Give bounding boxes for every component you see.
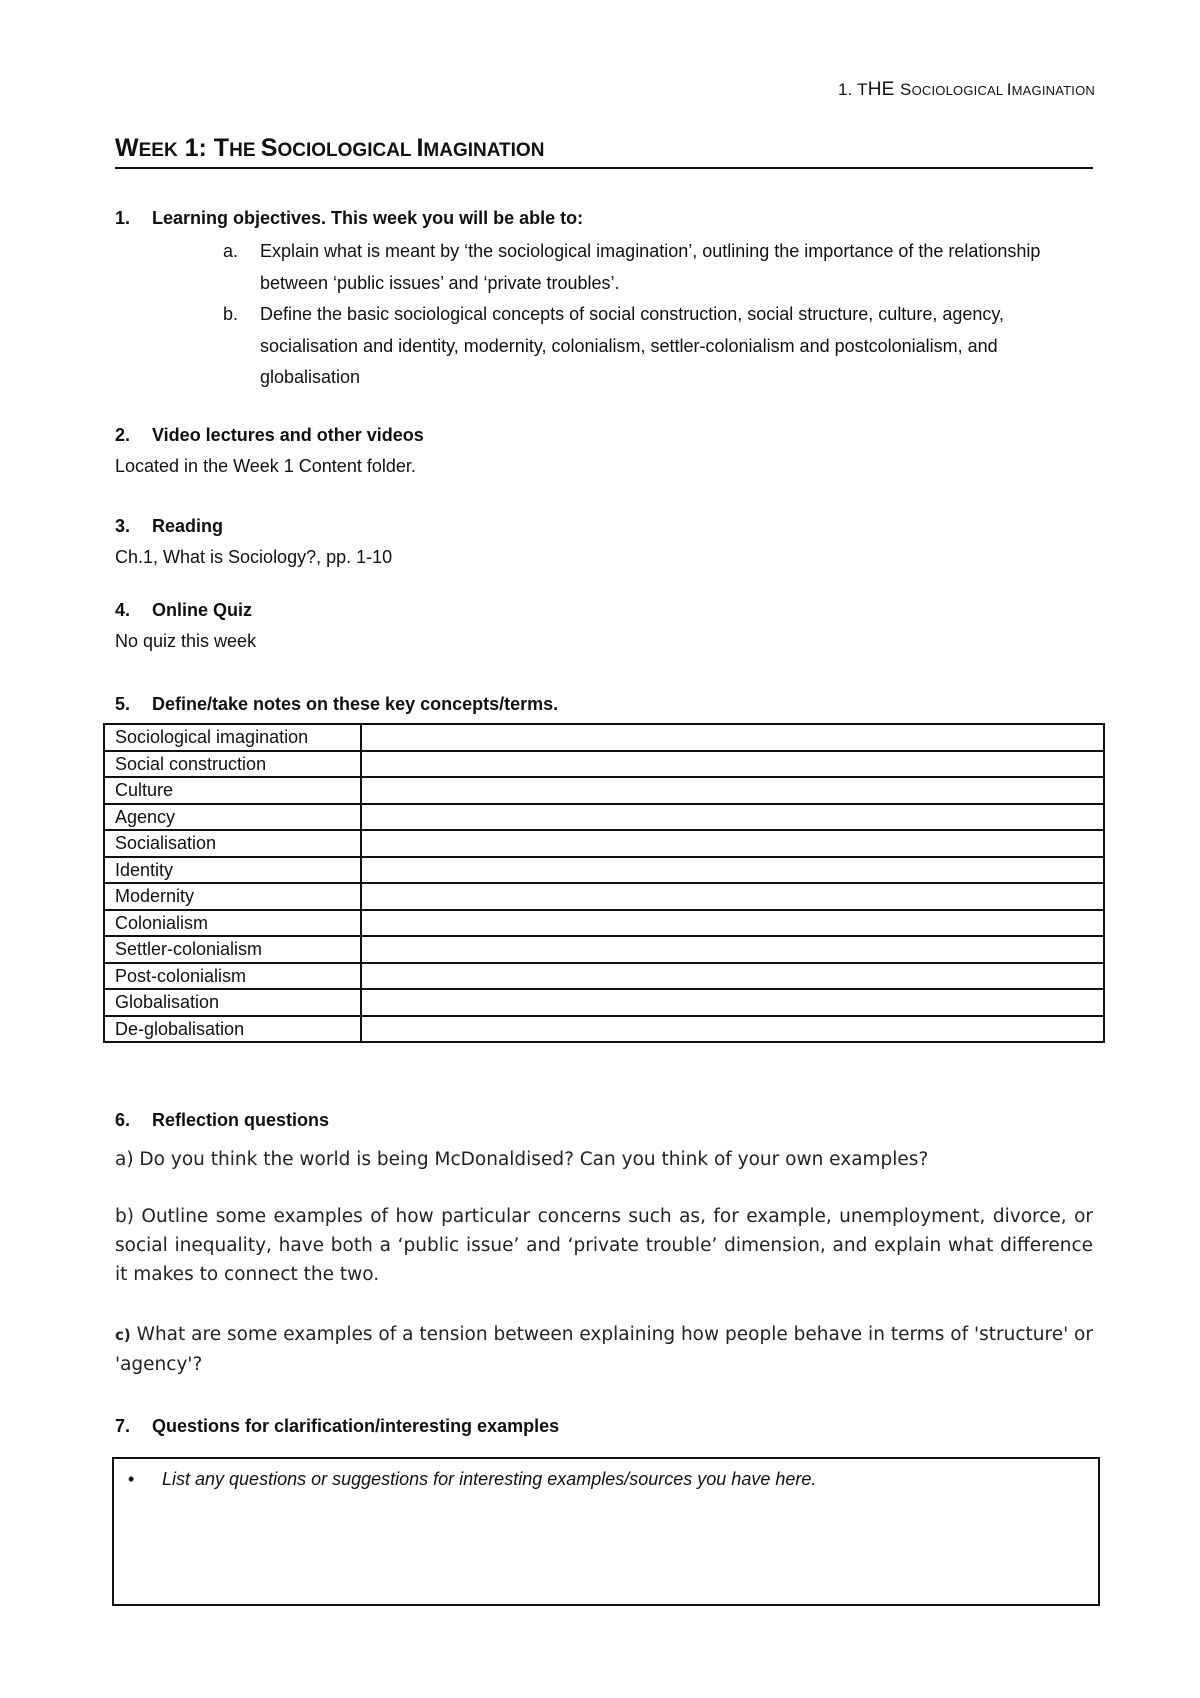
- section-number: 7.: [115, 1416, 131, 1436]
- section-heading-text: Video lectures and other videos: [152, 425, 424, 445]
- notes-cell[interactable]: [361, 1016, 1104, 1043]
- title-i: I: [416, 134, 424, 162]
- section-3-heading: [115, 516, 223, 537]
- running-header-he: HE: [867, 79, 901, 100]
- title-ociological: OCIOLOGICAL: [277, 140, 417, 161]
- term-cell: Settler-colonialism: [104, 936, 361, 963]
- section-3-body: Ch.1, What is Sociology?, pp. 1-10: [115, 547, 393, 567]
- title-he: HE: [229, 140, 261, 161]
- notes-prompt: List any questions or suggestions for interesting examples/sources you have here.: [162, 1469, 817, 1489]
- term-cell: Sociological imagination: [104, 724, 361, 751]
- notes-cell[interactable]: [361, 910, 1104, 937]
- concepts-table: [103, 723, 1105, 1043]
- section-7-heading: [115, 1416, 559, 1437]
- notes-cell[interactable]: [361, 830, 1104, 857]
- section-heading-text: Questions for clarification/interesting examples: [152, 1416, 560, 1436]
- table-row: [104, 1016, 1104, 1043]
- reflection-question-b: b) Outline some examples of how particular concerns such as, for example, unemployment, divorce, or social inequality, have both a ‘public issue’ and ‘private trouble’ dimension, and explain what difference it makes to connect the two.: [115, 1206, 1093, 1285]
- objectives-list: [223, 236, 1063, 394]
- table-row: [104, 724, 1104, 751]
- section-number: 1.: [115, 208, 131, 228]
- section-number: 5.: [115, 694, 131, 714]
- running-header-magination: MAGINATION: [1011, 83, 1095, 98]
- notes-cell[interactable]: [361, 804, 1104, 831]
- table-row: [104, 963, 1104, 990]
- table-row: [104, 830, 1104, 857]
- reflection-question-c: [115, 1320, 1093, 1379]
- title-w: W: [115, 134, 139, 162]
- list-item-text: Explain what is meant by ‘the sociological imagination’, outlining the importance of the relationship between ‘public issues’ and ‘private troubles’.: [260, 241, 1041, 293]
- title-s: S: [260, 134, 278, 162]
- title-eek: EEK: [138, 140, 178, 161]
- table-row: [104, 804, 1104, 831]
- section-heading-text: Define/take notes on these key concepts/terms.: [152, 694, 559, 714]
- section-5-heading: [115, 694, 558, 715]
- page-title: [115, 133, 1093, 169]
- notes-cell[interactable]: [361, 751, 1104, 778]
- notes-cell[interactable]: [361, 857, 1104, 884]
- table-row: [104, 777, 1104, 804]
- running-header-i: I: [1006, 80, 1012, 99]
- running-header-ociological: OCIOLOGICAL: [911, 83, 1007, 98]
- table-row: [104, 883, 1104, 910]
- list-item-text: Define the basic sociological concepts of social construction, social structure, culture, agency, socialisation and identity, modernity, colonialism, settler-colonialism and postcolonialism, and globalisation: [260, 304, 1005, 387]
- term-cell: Modernity: [104, 883, 361, 910]
- notes-cell[interactable]: [361, 936, 1104, 963]
- running-header-prefix: 1. T: [837, 80, 868, 99]
- section-heading-text: Reading: [152, 516, 224, 536]
- notes-cell[interactable]: [361, 777, 1104, 804]
- question-text: What are some examples of a tension between explaining how people behave in terms of 'structure' or 'agency'?: [115, 1324, 1093, 1375]
- notes-cell[interactable]: [361, 883, 1104, 910]
- table-row: [104, 857, 1104, 884]
- term-cell: Socialisation: [104, 830, 361, 857]
- list-item-letter: b.: [223, 304, 239, 324]
- table-row: [104, 751, 1104, 778]
- section-heading-text: Learning objectives. This week you will be able to:: [152, 208, 584, 228]
- section-1-heading: [115, 208, 583, 229]
- title-magination: MAGINATION: [423, 140, 545, 161]
- list-item-letter: a.: [223, 241, 239, 261]
- section-number: 2.: [115, 425, 131, 445]
- table-row: [104, 910, 1104, 937]
- section-2-body: Located in the Week 1 Content folder.: [115, 456, 416, 476]
- section-4-heading: [115, 600, 252, 621]
- notes-cell[interactable]: [361, 989, 1104, 1016]
- bullet-icon: •: [128, 1469, 135, 1489]
- list-item: [223, 299, 1063, 394]
- question-letter: c): [115, 1326, 131, 1344]
- section-number: 3.: [115, 516, 131, 536]
- term-cell: Post-colonialism: [104, 963, 361, 990]
- running-header-s: S: [900, 80, 912, 99]
- term-cell: Social construction: [104, 751, 361, 778]
- term-cell: Culture: [104, 777, 361, 804]
- table-row: [104, 936, 1104, 963]
- term-cell: Globalisation: [104, 989, 361, 1016]
- term-cell: Colonialism: [104, 910, 361, 937]
- section-heading-text: Reflection questions: [152, 1110, 330, 1130]
- section-number: 4.: [115, 600, 131, 620]
- section-2-heading: [115, 425, 424, 446]
- table-row: [104, 989, 1104, 1016]
- term-cell: De-globalisation: [104, 1016, 361, 1043]
- list-item: [223, 236, 1063, 299]
- notes-cell[interactable]: [361, 724, 1104, 751]
- section-6-heading: [115, 1110, 329, 1131]
- section-number: 6.: [115, 1110, 131, 1130]
- questions-notes-box[interactable]: [112, 1457, 1100, 1606]
- term-cell: Identity: [104, 857, 361, 884]
- section-heading-text: Online Quiz: [152, 600, 253, 620]
- notes-cell[interactable]: [361, 963, 1104, 990]
- running-header: [838, 79, 1095, 101]
- section-4-body: No quiz this week: [115, 631, 257, 651]
- title-week-number: 1: T: [177, 134, 230, 162]
- reflection-question-a: a) Do you think the world is being McDonaldised? Can you think of your own examples?: [115, 1149, 929, 1170]
- term-cell: Agency: [104, 804, 361, 831]
